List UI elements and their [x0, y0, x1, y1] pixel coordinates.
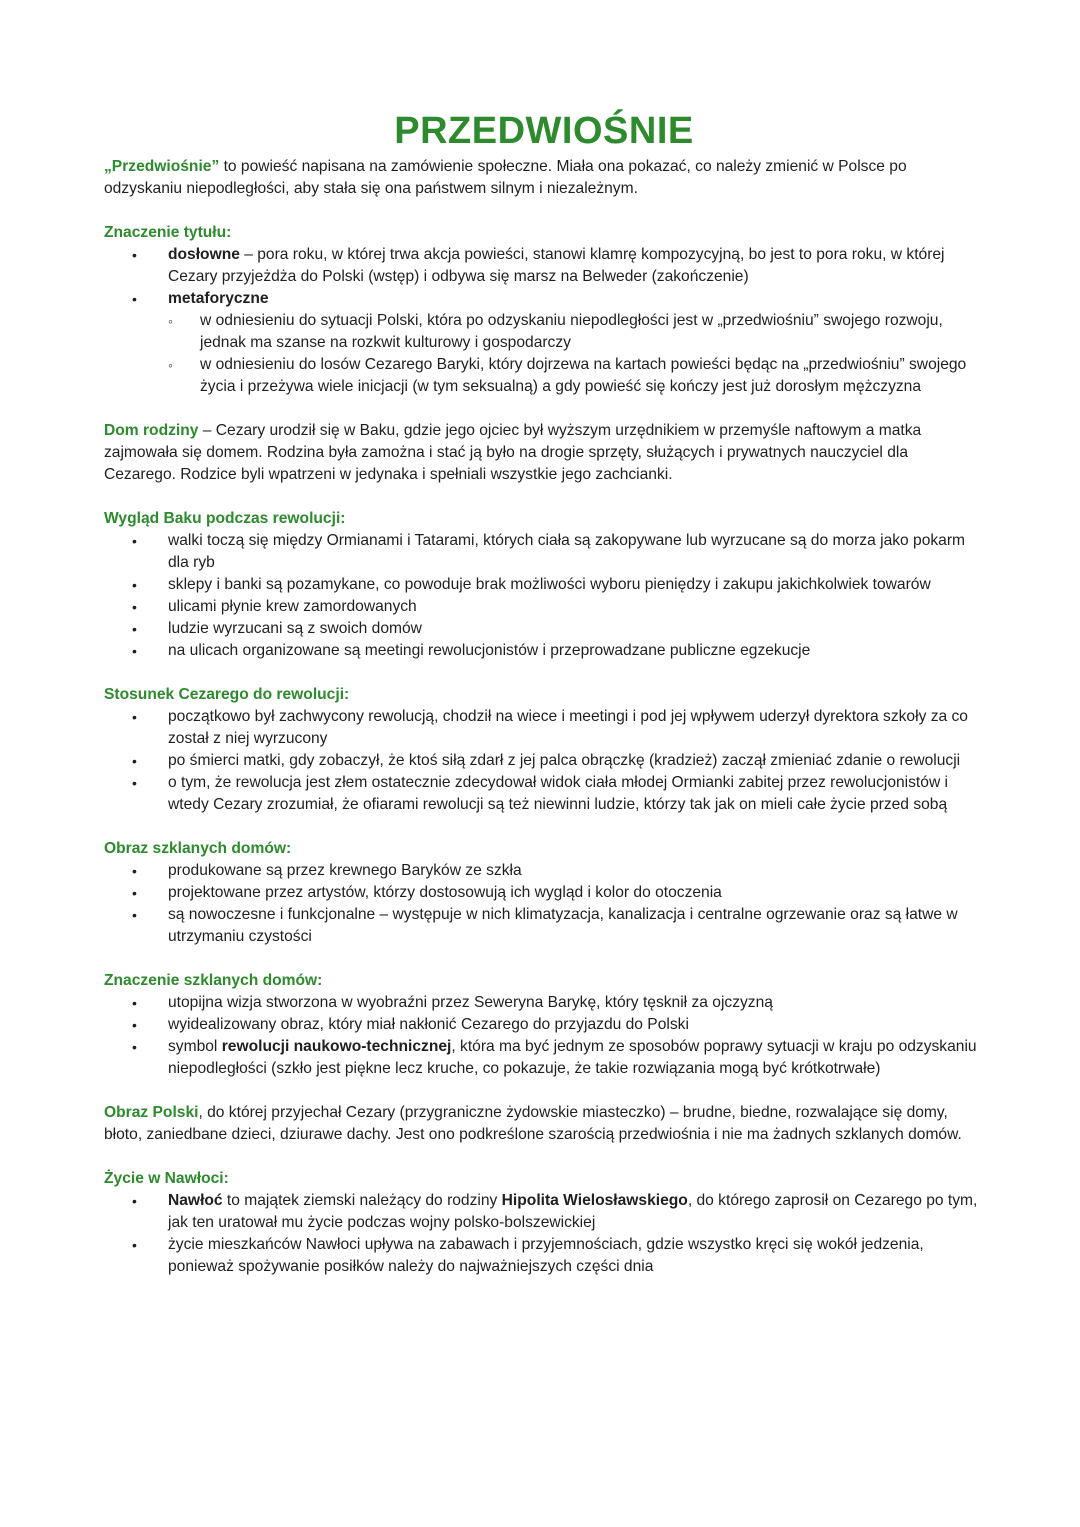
sub-list-item: ◦ w odniesieniu do sytuacji Polski, która po odzyskaniu niepodległości jest w „przedwiośniu” swojego rozwoju, jednak ma szanse na rozkwit kulturowy i gospodarczy	[168, 310, 984, 354]
list-item-text: , do którego zaprosił on Cezarego po tym, jak ten uratował mu życie podczas wojny polsko-bolszewickiej	[168, 1192, 978, 1231]
intro-text: to powieść napisana na zamówienie społeczne. Miała ona pokazać, co należy zmienić w Polsce po odzyskaniu niepodległości, aby stała się ona państwem silnym i niezależnym.	[104, 158, 907, 197]
list-item-text: to majątek ziemski należący do rodziny	[222, 1192, 502, 1209]
intro-highlight: „Przedwiośnie”	[104, 158, 220, 175]
list-item	[104, 244, 984, 288]
list-item: • sklepy i banki są pozamykane, co powoduje brak możliwości wyboru pieniędzy i zakupu jakichkolwiek towarów	[104, 574, 984, 596]
list-item: • o tym, że rewolucja jest złem ostatecznie zdecydował widok ciała młodej Ormianki zabitej przez rewolucjonistów i wtedy Cezary zrozumiał, że ofiarami rewolucji są też niewinni ludzie, którzy tak jak on mieli całe życie przed sobą	[104, 772, 984, 816]
list-item: • ludzie wyrzucani są z swoich domów	[104, 618, 984, 640]
section-heading: Obraz szklanych domów:	[104, 840, 292, 857]
list-item: • produkowane są przez krewnego Baryków ze szkła	[104, 860, 984, 882]
list-item: • ulicami płynie krew zamordowanych	[104, 596, 984, 618]
paragraph-text: – Cezary urodził się w Baku, gdzie jego ojciec był wyższym urzędnikiem w przemyśle naftowym a matka zajmowała się domem. Rodzina była zamożna i stać ją było na drogie sprzęty, służących i prywatnych nauczyciel dla Cezarego. Rodzice byli wpatrzeni w jedynaka i spełniali wszystkie jego zachcianki.	[104, 422, 922, 483]
section-nawloc	[104, 1168, 984, 1278]
list-item-text: , która ma być jednym ze sposobów poprawy sytuacji w kraju po odzyskaniu niepodległości (szkło jest piękne lecz kruche, co pokazuje, że takie rozwiązania mogą być krótkotrwałe)	[168, 1038, 977, 1077]
section-baku	[104, 508, 984, 662]
term-literal: dosłowne	[168, 246, 240, 263]
list-item-text: symbol	[168, 1038, 222, 1055]
section-heading: Wygląd Baku podczas rewolucji:	[104, 510, 346, 527]
section-heading: Życie w Nawłoci:	[104, 1170, 229, 1187]
list-item	[104, 1190, 984, 1234]
list-item-text: – pora roku, w której trwa akcja powieści, stanowi klamrę kompozycyjną, bo jest to pora roku, w której Cezary przyjeżdża do Polski (wstęp) i odbywa się marsz na Belweder (zakończenie)	[168, 246, 945, 285]
section-heading: Znaczenie tytułu:	[104, 224, 232, 241]
document-page	[104, 108, 984, 1278]
list-item: • są nowoczesne i funkcjonalne – występuje w nich klimatyzacja, kanalizacja i centralne ogrzewanie oraz są łatwe w utrzymaniu czystości	[104, 904, 984, 948]
section-heading: Dom rodziny	[104, 422, 199, 439]
term-hipolit: Hipolita Wielosławskiego	[501, 1192, 688, 1209]
poland-paragraph	[104, 1102, 984, 1146]
list-item: • walki toczą się między Ormianami i Tatarami, których ciała są zakopywane lub wyrzucane są do morza jako pokarm dla ryb	[104, 530, 984, 574]
list-item: • projektowane przez artystów, którzy dostosowują ich wygląd i kolor do otoczenia	[104, 882, 984, 904]
list-item: • na ulicach organizowane są meetingi rewolucjonistów i przeprowadzane publiczne egzekucje	[104, 640, 984, 662]
term-revolution: rewolucji naukowo-technicznej	[221, 1038, 452, 1055]
family-home-paragraph	[104, 420, 984, 486]
term-nawloc: Nawłoć	[168, 1192, 223, 1209]
list-item	[104, 288, 984, 398]
list-item: • życie mieszkańców Nawłoci upływa na zabawach i przyjemnościach, gdzie wszystko kręci się wokół jedzenia, ponieważ spożywanie posiłków należy do najważniejszych części dnia	[104, 1234, 984, 1278]
list-item: • wyidealizowany obraz, który miał nakłonić Cezarego do przyjazdu do Polski	[104, 1014, 984, 1036]
section-glass-houses-meaning	[104, 970, 984, 1080]
sub-list-item: ◦ w odniesieniu do losów Cezarego Baryki, który dojrzewa na kartach powieści będąc na „przedwiośniu” swojego życia i przeżywa wiele inicjacji (w tym seksualną) a gdy powieść się kończy jest już dorosłym mężczyzna	[168, 354, 984, 398]
list-item	[104, 1036, 984, 1080]
paragraph-text: , do której przyjechał Cezary (przygraniczne żydowskie miasteczko) – brudne, biedne, rozwalające się domy, błoto, zaniedbane dzieci, dziurawe dachy. Jest ono podkreślone szarością przedwiośnia i nie ma żadnych szklanych domów.	[104, 1104, 962, 1143]
section-heading: Obraz Polski	[104, 1104, 199, 1121]
section-heading: Stosunek Cezarego do rewolucji:	[104, 686, 350, 703]
section-glass-houses	[104, 838, 984, 948]
intro-paragraph	[104, 156, 984, 200]
section-heading: Znaczenie szklanych domów:	[104, 972, 323, 989]
term-metaphorical: metaforyczne	[168, 290, 269, 307]
page-title: PRZEDWIOŚNIE	[394, 110, 694, 152]
list-item: • po śmierci matki, gdy zobaczył, że ktoś siłą zdarł z jej palca obrączkę (kradzież) zaczął zmieniać zdanie o rewolucji	[104, 750, 984, 772]
list-item: • początkowo był zachwycony rewolucją, chodził na wiece i meetingi i pod jej wpływem uderzył dyrektora szkoły za co został z niej wyrzucony	[104, 706, 984, 750]
list-item: • utopijna wizja stworzona w wyobraźni przez Seweryna Barykę, który tęsknił za ojczyzną	[104, 992, 984, 1014]
section-title-meaning	[104, 222, 984, 398]
section-attitude	[104, 684, 984, 816]
